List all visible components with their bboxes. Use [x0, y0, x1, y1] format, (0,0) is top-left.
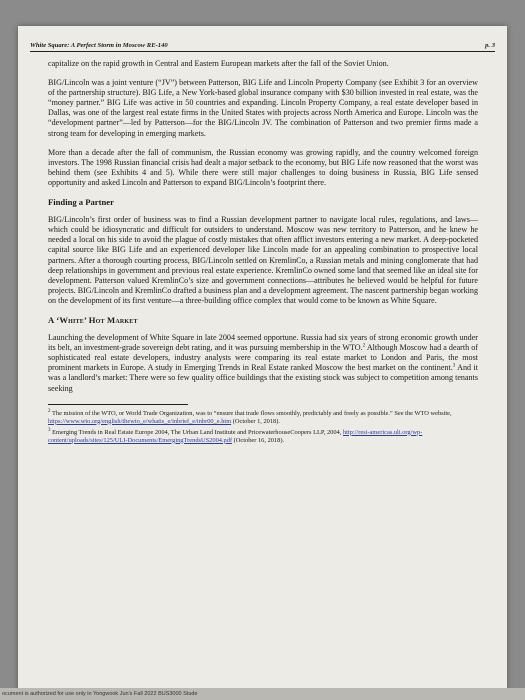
footnotes	[48, 410, 478, 445]
paragraph-joint-venture: BIG/Lincoln was a joint venture (“JV”) between Patterson, BIG Life and Lincoln Property Company (see Exhibit 3 for an overview of the partnership structure). BIG Life, a New York-based global insurance company with $30 billion invested in real estate, was the “money partner.” BIG Life was active in 50 countries and expanding. Lincoln Property Company, a real estate developer based in Dallas, was one of the largest real estate firms in the United States with projects across North America and Europe. Lincoln was the “development partner”—led by Patterson—for the BIG/Lincoln JV. The combination of Patterson and two premier firms made a strong team for developing in emerging markets.	[48, 78, 478, 138]
footnote-link[interactable]: https://www.wto.org/english/thewto_e/whatis_e/inbrief_e/inbr00_e.htm	[48, 417, 232, 425]
section-heading-white-hot-market: A ‘White’ Hot Market	[48, 314, 138, 325]
paragraph-text-part: And it was a landlord’s market: There were so few quality office buildings that the existing stock was subject to competition among tenants seeking	[48, 363, 478, 393]
footnote-link[interactable]: http://resi-americas.uli.org/wp-content/uploads/sites/125/ULI-Documents/EmergingTrendsUS2004.pdf	[48, 428, 423, 444]
paragraph-intro-continued: capitalize on the rapid growth in Central and Eastern European markets after the fall of the Soviet Union.	[48, 59, 389, 68]
page-number: p. 3	[485, 42, 495, 49]
footnote-text: Emerging Trends in Real Estate Europe 2004, The Urban Land Institute and PricewaterhouseCoopers LLP, 2004,	[50, 428, 343, 436]
footnote-reference[interactable]: 2	[362, 343, 366, 349]
document-page	[18, 26, 507, 700]
footnote-number: 2	[48, 408, 51, 414]
section-heading-finding-partner: Finding a Partner	[48, 197, 114, 208]
footnote-number: 3	[48, 427, 51, 433]
footnote-reference[interactable]: 3	[452, 363, 456, 369]
footnote-3	[48, 429, 478, 445]
footnote-date: (October 16, 2018).	[232, 436, 285, 444]
paragraph-russian-economy: More than a decade after the fall of communism, the Russian economy was growing rapidly, and the country welcomed foreign investors. The 1998 Russian financial crisis had dealt a major setback to the economy, but BIG Life now reasoned that the worst was behind them (see Exhibits 4 and 5). While there were still major challenges to doing business in Russia, BIG Life sensed opportunity and asked Lincoln and Patterson to expand BIG/Lincoln’s footprint there.	[48, 147, 478, 187]
paragraph-text-part: Launching the development of White Square in late 2004 seemed opportune. Russia had six years of strong economic growth under its belt, an investment-grade sovereign debt rating, and it was pursuing membership in the WTO.	[48, 333, 478, 353]
footnote-text: The mission of the WTO, or World Trade Organization, was to “ensure that trade flows smoothly, predictably and freely as possible.” See the WTO website,	[50, 409, 452, 417]
paragraph-text-part: Although Moscow had a dearth of sophisticated real estate developers, industry analysts were comparing its real estate market to London and Paris, the most prominent markets in Europe. A study in Emerging Trends in Real Estate ranked Moscow the best market on the continent.	[48, 343, 478, 373]
running-title: White Square: A Perfect Storm in Moscow RE-140	[30, 42, 168, 49]
document-body	[48, 59, 478, 448]
footnote-2	[48, 410, 478, 426]
footnote-divider	[48, 404, 188, 405]
footnote-date: (October 1, 2018).	[231, 417, 280, 425]
paragraph-white-hot-market	[48, 333, 478, 394]
authorization-notice: ocument is authorized for use only in Yongwook Jun's Fall 2022 BUS3000 Stude	[0, 688, 525, 700]
paragraph-finding-partner: BIG/Lincoln’s first order of business was to find a Russian development partner to navigate local rules, regulations, and laws—which could be idiosyncratic and difficult for outsiders to understand. Moscow was new territory to Patterson, and he knew he needed a local on his side to avoid the plague of costly mistakes that often afflict investors entering a new market. A deep-pocketed capital source like BIG Life and an experienced developer like Lincoln made for an appealing combination to prospective local partners. After a thorough courting process, BIG/Lincoln settled on KremlinCo, a Russian metals and mining conglomerate that had deep relationships in government and previous real estate experience. KremlinCo owned some land that seemed like an ideal site for development. Patterson valued KremlinCo’s size and government connections—attributes he believed would be helpful for future projects. BIG/Lincoln and KremlinCo drafted a business plan and a development agreement. The nascent partnership began working on the development of its first venture—a three-building office complex that would come to be known as White Square.	[48, 215, 478, 305]
running-header	[30, 42, 495, 52]
